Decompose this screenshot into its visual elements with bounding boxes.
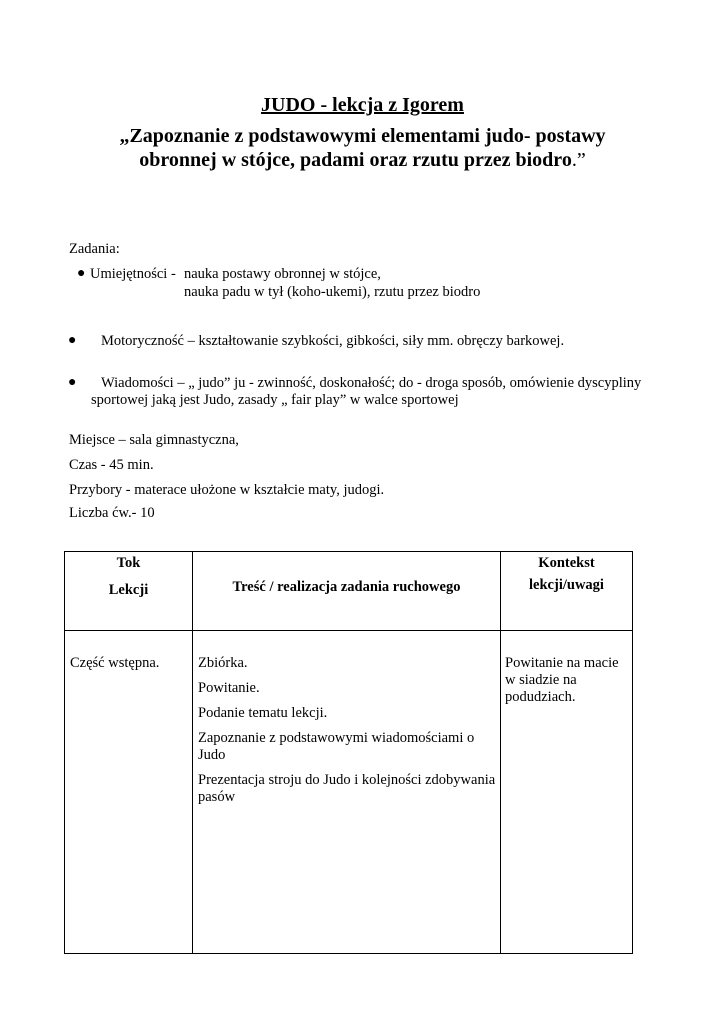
table-row xyxy=(65,631,633,954)
list-item: Podanie tematu lekcji. xyxy=(198,705,328,721)
knowledge-task-line-2: sportowej jaką jest Judo, zasady „ fair play” w walce sportowej xyxy=(91,392,459,408)
bullet-icon: ● xyxy=(77,266,86,281)
skills-line-1: nauka postawy obronnej w stójce, xyxy=(184,266,381,282)
bullet-icon: ● xyxy=(68,333,77,348)
motor-task: Motoryczność – kształtowanie szybkości, gibkości, siły mm. obręczy barkowej. xyxy=(101,333,565,349)
part-cell: Część wstępna. xyxy=(65,631,193,954)
list-item: Prezentacja stroju do Judo i kolejności zdobywania pasów xyxy=(198,772,496,805)
subtitle-line-1: „Zapoznanie z podstawowymi elementami judo- postawy xyxy=(119,125,606,147)
page-title: JUDO - lekcja z Igorem xyxy=(261,94,464,116)
page-subtitle xyxy=(0,124,725,172)
knowledge-task-line-1: Wiadomości – „ judo” ju - zwinność, doskonałość; do - droga sposób, omówienie dyscypliny xyxy=(101,375,642,391)
skills-label: Umiejętności - xyxy=(90,266,176,282)
table-header-row xyxy=(65,552,633,631)
content-cell xyxy=(193,631,501,954)
subtitle-line-2: obronnej w stójce, padami oraz rzutu przez biodro.” xyxy=(139,149,586,171)
list-item: Zbiórka. xyxy=(198,655,248,671)
lesson-table xyxy=(64,551,633,954)
count-info: Liczba ćw.- 10 xyxy=(69,505,155,521)
list-item: Zapoznanie z podstawowymi wiadomościami o Judo xyxy=(198,730,475,763)
tasks-label: Zadania: xyxy=(69,241,120,257)
notes-cell: Powitanie na macie w siadzie na podudziach. xyxy=(501,631,633,954)
header-kontekst: Kontekst lekcji/uwagi xyxy=(501,552,633,631)
header-tok-lekcji: Tok Lekcji xyxy=(65,552,193,631)
list-item: Powitanie. xyxy=(198,680,260,696)
skills-line-2: nauka padu w tył (koho-ukemi), rzutu przez biodro xyxy=(184,284,481,300)
header-tresc: Treść / realizacja zadania ruchowego xyxy=(193,552,501,631)
bullet-icon: ● xyxy=(68,375,77,390)
place-info: Miejsce – sala gimnastyczna, xyxy=(69,432,239,448)
equipment-info: Przybory - materace ułożone w kształcie maty, judogi. xyxy=(69,482,385,498)
time-info: Czas - 45 min. xyxy=(69,457,154,473)
